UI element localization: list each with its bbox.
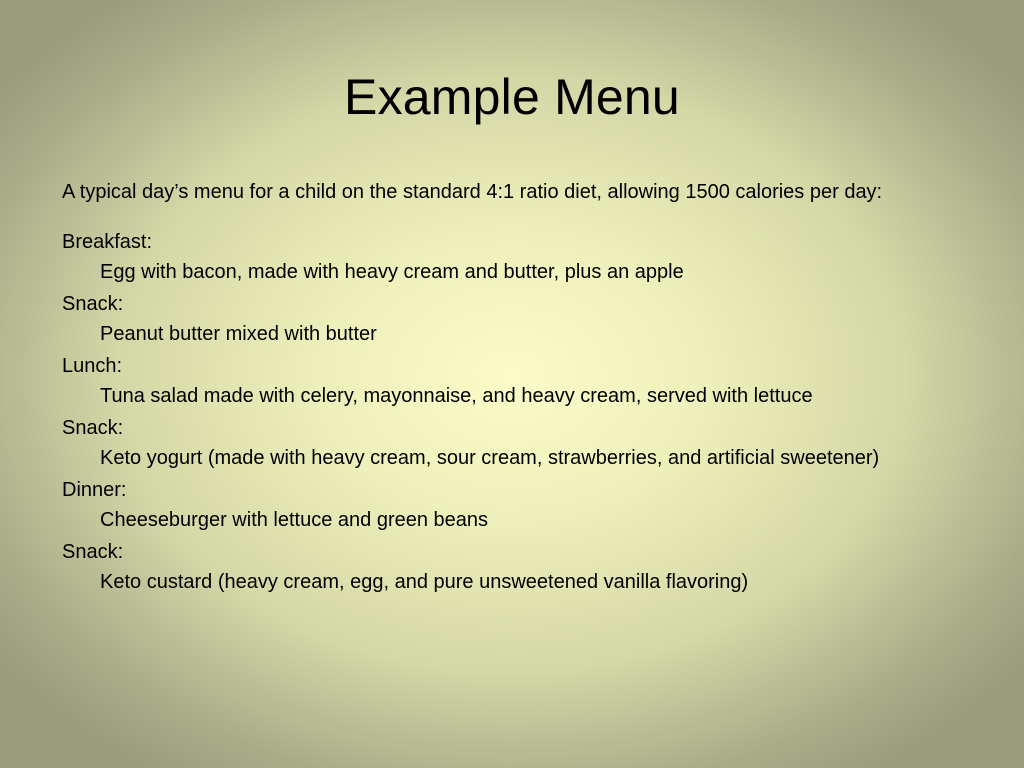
slide-body xyxy=(62,180,962,601)
meal-snack-afternoon xyxy=(62,415,962,477)
meal-label: Snack: xyxy=(62,417,124,439)
meal-label: Snack: xyxy=(62,541,124,563)
meal-item: Egg with bacon, made with heavy cream and butter, plus an apple xyxy=(100,261,684,283)
meal-item: Keto yogurt (made with heavy cream, sour cream, strawberries, and artificial sweetener) xyxy=(100,447,880,469)
meal-label: Lunch: xyxy=(62,355,123,377)
meal-item: Peanut butter mixed with butter xyxy=(100,323,377,345)
meal-label: Snack: xyxy=(62,293,124,315)
intro-paragraph: A typical day’s menu for a child on the standard 4:1 ratio diet, allowing 1500 calories per day: xyxy=(62,181,883,203)
slide-title: Example Menu xyxy=(344,69,680,125)
meal-item: Tuna salad made with celery, mayonnaise, and heavy cream, served with lettuce xyxy=(100,385,813,407)
meal-label: Dinner: xyxy=(62,479,127,501)
meal-label: Breakfast: xyxy=(62,231,153,253)
meal-item: Keto custard (heavy cream, egg, and pure unsweetened vanilla flavoring) xyxy=(100,571,749,593)
meal-dinner xyxy=(62,477,962,539)
meal-snack-evening xyxy=(62,539,962,601)
meal-item: Cheeseburger with lettuce and green beans xyxy=(100,509,489,531)
meal-lunch xyxy=(62,353,962,415)
meal-snack-morning xyxy=(62,291,962,353)
meal-breakfast xyxy=(62,229,962,291)
